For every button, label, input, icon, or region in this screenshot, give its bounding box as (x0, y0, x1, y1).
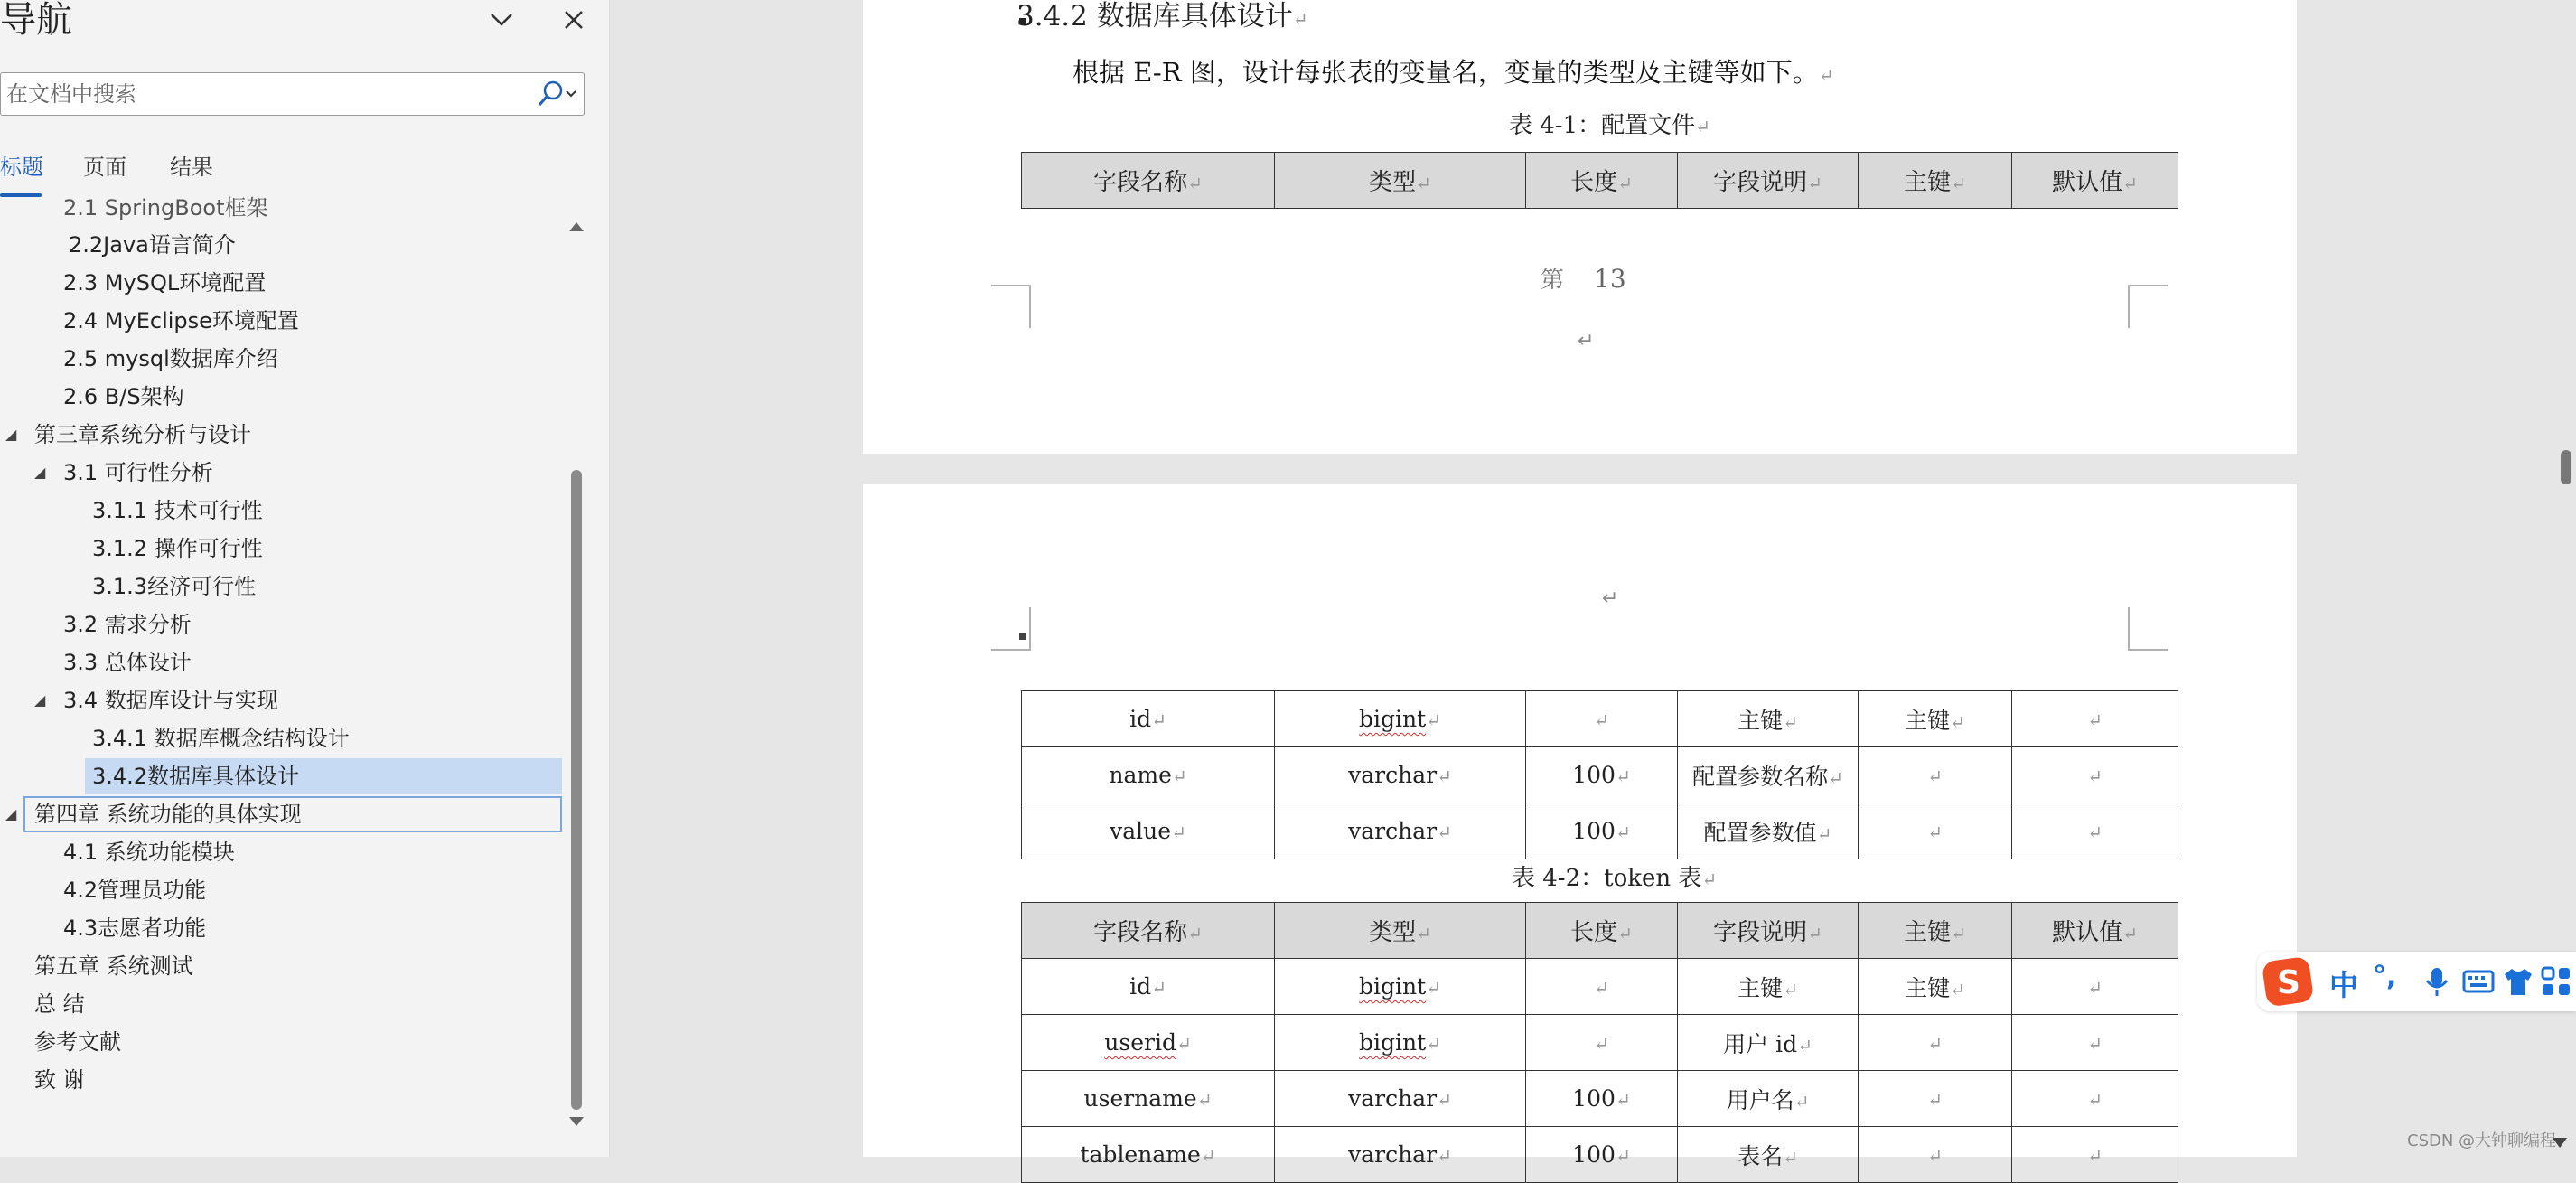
skin-shirt-icon[interactable] (2501, 964, 2535, 999)
header-cell: 长度↵ (1526, 153, 1678, 209)
table-row (1022, 747, 2178, 803)
table-cell: 主键↵ (1678, 691, 1859, 747)
nav-item-label: 2.6 B/S架构 (63, 384, 184, 409)
table-cell: bigint↵ (1275, 959, 1526, 1015)
table-cell: ↵ (2012, 959, 2178, 1015)
table-1-caption: 表 4-1：配置文件↵ (1509, 112, 1710, 139)
table-cell: ↵ (1859, 1071, 2012, 1127)
nav-item-label: 3.4.2数据库具体设计 (92, 764, 300, 789)
paragraph-mark: ↵ (1578, 330, 1595, 352)
table-cell: ↵ (1526, 1015, 1678, 1071)
header-cell: 字段名称↵ (1022, 903, 1275, 959)
nav-item-3-4-2-selected[interactable] (85, 758, 562, 794)
table-cell: ↵ (2012, 803, 2178, 859)
nav-item-label: 3.3 总体设计 (63, 650, 192, 675)
table-cell: ↵ (1526, 691, 1678, 747)
table-cell: 100↵ (1526, 747, 1678, 803)
table-cell: ↵ (2012, 1015, 2178, 1071)
nav-item-4-2[interactable] (0, 872, 565, 908)
table-config-rows (1021, 690, 2178, 859)
header-cell: 字段说明↵ (1678, 903, 1859, 959)
navigation-pane (0, 0, 610, 1157)
nav-item-label: 2.2Java语言简介 (69, 232, 236, 258)
header-cell: 字段名称↵ (1022, 153, 1275, 209)
table-cell: bigint↵ (1275, 691, 1526, 747)
table-cell: ↵ (1859, 1127, 2012, 1183)
nav-item-label: 3.4.1 数据库概念结构设计 (92, 726, 350, 751)
nav-item-label: 第五章 系统测试 (34, 953, 193, 979)
nav-item-label: 致 谢 (34, 1067, 85, 1093)
nav-item-4-1[interactable] (0, 834, 565, 870)
search-icon[interactable] (532, 79, 581, 109)
nav-item-label: 4.2管理员功能 (63, 878, 207, 903)
nav-item-3-4[interactable] (0, 682, 565, 718)
table-cell: id↵ (1022, 691, 1275, 747)
nav-item-2-6[interactable] (0, 379, 565, 415)
nav-item-label: 4.3志愿者功能 (63, 915, 207, 941)
page-number: 第 13 (1541, 264, 1626, 294)
nav-item-summary[interactable] (0, 986, 565, 1022)
heading-tree (0, 195, 565, 1110)
svg-text:S: S (2277, 964, 2300, 1001)
collapse-triangle-icon[interactable]: ◢ (5, 805, 17, 822)
nav-item-label: 3.4 数据库设计与实现 (63, 688, 278, 713)
sogou-logo-icon[interactable] (2262, 955, 2315, 1008)
body-paragraph: 根据 E-R 图，设计每张表的变量名，变量的类型及主键等如下。↵ (1073, 57, 1834, 88)
tab-headings[interactable]: 标题 (0, 155, 43, 180)
header-cell: 主键↵ (1859, 153, 2012, 209)
scroll-up-arrow-icon[interactable] (567, 217, 586, 237)
nav-item-label: 3.2 需求分析 (63, 612, 192, 637)
crop-mark (991, 285, 1031, 328)
close-icon[interactable] (556, 2, 592, 38)
nav-item-label: 2.5 mysql数据库介绍 (63, 346, 278, 371)
nav-item-3-1[interactable] (0, 455, 565, 491)
nav-search-box (0, 72, 585, 116)
table-row (1022, 1071, 2178, 1127)
document-scrollbar-thumb[interactable] (2561, 450, 2571, 484)
table-cell: ↵ (1526, 959, 1678, 1015)
nav-title: 导航 (0, 0, 72, 41)
table-cell: 100↵ (1526, 803, 1678, 859)
nav-item-label: 第四章 系统功能的具体实现 (34, 802, 302, 827)
crop-mark (991, 607, 1031, 651)
nav-item-label: 3.1 可行性分析 (63, 460, 213, 485)
table-2-caption: 表 4-2：token 表↵ (1512, 865, 1718, 892)
table-cell: ↵ (1859, 747, 2012, 803)
nav-item-2-5[interactable] (0, 341, 565, 377)
table-cell: ↵ (1859, 1015, 2012, 1071)
table-cell: 配置参数名称↵ (1678, 747, 1859, 803)
header-cell: 类型↵ (1275, 153, 1526, 209)
collapse-triangle-icon[interactable]: ◢ (5, 426, 17, 443)
nav-item-label: 3.1.1 技术可行性 (92, 498, 263, 523)
table-cell: 100↵ (1526, 1127, 1678, 1183)
header-cell: 长度↵ (1526, 903, 1678, 959)
anchor-mark (1019, 633, 1026, 640)
crop-mark (2128, 285, 2168, 328)
header-cell: 字段说明↵ (1678, 153, 1859, 209)
nav-item-label: 2.4 MyEclipse环境配置 (63, 308, 299, 333)
table-cell: userid↵ (1022, 1015, 1275, 1071)
table-row (1022, 803, 2178, 859)
table-row (1022, 1127, 2178, 1183)
nav-item-label: 3.1.3经济可行性 (92, 574, 257, 599)
nav-item-2-2[interactable] (0, 227, 565, 263)
table-row (1022, 1015, 2178, 1071)
table-cell: varchar↵ (1275, 1127, 1526, 1183)
table-cell: tablename↵ (1022, 1127, 1275, 1183)
table-header-row (1022, 153, 2178, 209)
nav-item-2-3[interactable] (0, 265, 565, 301)
table-cell: ↵ (2012, 1127, 2178, 1183)
nav-item-chapter-5[interactable] (0, 948, 565, 984)
table-cell: 配置参数值↵ (1678, 803, 1859, 859)
tab-results[interactable]: 结果 (170, 155, 213, 180)
table-cell: 用户名↵ (1678, 1071, 1859, 1127)
nav-item-3-1-2[interactable] (0, 530, 565, 567)
table-cell: 主键↵ (1859, 959, 2012, 1015)
nav-item-label: 参考文献 (34, 1029, 121, 1055)
nav-item-label: 第三章系统分析与设计 (34, 422, 251, 447)
table-token (1021, 902, 2178, 1183)
microphone-icon[interactable] (2420, 964, 2454, 999)
table-cell: 主键↵ (1859, 691, 2012, 747)
table-cell: ↵ (2012, 1071, 2178, 1127)
table-row (1022, 691, 2178, 747)
chevron-down-icon[interactable] (483, 4, 520, 36)
nav-item-2-4[interactable] (0, 303, 565, 339)
table-cell: 用户 id↵ (1678, 1015, 1859, 1071)
table-row (1022, 959, 2178, 1015)
nav-item-references[interactable] (0, 1024, 565, 1060)
table-cell: name↵ (1022, 747, 1275, 803)
nav-scrollbar-thumb[interactable] (571, 470, 582, 1110)
table-cell: 100↵ (1526, 1071, 1678, 1127)
nav-item-chapter-3[interactable] (0, 417, 565, 453)
collapse-triangle-icon[interactable]: ◢ (34, 691, 46, 709)
nav-item-3-1-3[interactable] (0, 568, 565, 605)
section-heading: 3.4.2 数据库具体设计↵ (1016, 0, 1308, 33)
table-cell: varchar↵ (1275, 1071, 1526, 1127)
table-cell: id↵ (1022, 959, 1275, 1015)
table-cell: varchar↵ (1275, 803, 1526, 859)
nav-item-chapter-4[interactable] (23, 796, 562, 832)
table-cell: ↵ (2012, 747, 2178, 803)
nav-search-input[interactable] (6, 73, 521, 115)
nav-item-3-4-1[interactable] (0, 720, 565, 756)
nav-item-label: 总 结 (34, 991, 85, 1017)
table-cell: 主键↵ (1678, 959, 1859, 1015)
collapse-triangle-icon[interactable]: ◢ (34, 464, 46, 481)
table-cell: 表名↵ (1678, 1127, 1859, 1183)
table-cell: value↵ (1022, 803, 1275, 859)
nav-item-3-2[interactable] (0, 606, 565, 643)
nav-item-4-3[interactable] (0, 910, 565, 946)
csdn-watermark: CSDN @大钟聊编程 (2407, 1131, 2557, 1150)
nav-item-partial[interactable]: 2.1 SpringBoot框架 (63, 195, 268, 221)
paragraph-mark: ↵ (1602, 587, 1619, 610)
table-cell: varchar↵ (1275, 747, 1526, 803)
header-cell: 默认值↵ (2012, 153, 2178, 209)
table-header-row (1022, 903, 2178, 959)
nav-scrollbar[interactable] (567, 217, 586, 1134)
table-cell: ↵ (1859, 803, 2012, 859)
scroll-down-arrow-icon[interactable] (567, 1112, 586, 1131)
nav-item-label: 3.1.2 操作可行性 (92, 536, 263, 561)
nav-item-3-3[interactable] (0, 644, 565, 681)
corner-dropdown-icon[interactable] (2552, 1135, 2568, 1148)
keyboard-icon[interactable] (2461, 964, 2496, 999)
table-cell: username↵ (1022, 1071, 1275, 1127)
table-cell: bigint↵ (1275, 1015, 1526, 1071)
nav-item-3-1-1[interactable] (0, 493, 565, 529)
table-config (1021, 152, 2178, 209)
tab-pages[interactable]: 页面 (83, 155, 126, 180)
ime-punctuation-toggle[interactable]: °, (2373, 961, 2397, 992)
header-cell: 主键↵ (1859, 903, 2012, 959)
header-cell: 类型↵ (1275, 903, 1526, 959)
crop-mark (2128, 607, 2168, 651)
ime-mode-toggle[interactable]: 中 (2329, 968, 2359, 1002)
nav-item-label: 4.1 系统功能模块 (63, 840, 235, 865)
ime-toolbar (2257, 952, 2576, 1011)
toolbox-grid-icon[interactable] (2539, 964, 2573, 999)
table-cell: ↵ (2012, 691, 2178, 747)
header-cell: 默认值↵ (2012, 903, 2178, 959)
nav-item-label: 2.3 MySQL环境配置 (63, 270, 267, 296)
nav-item-acknowledgements[interactable] (0, 1062, 565, 1098)
